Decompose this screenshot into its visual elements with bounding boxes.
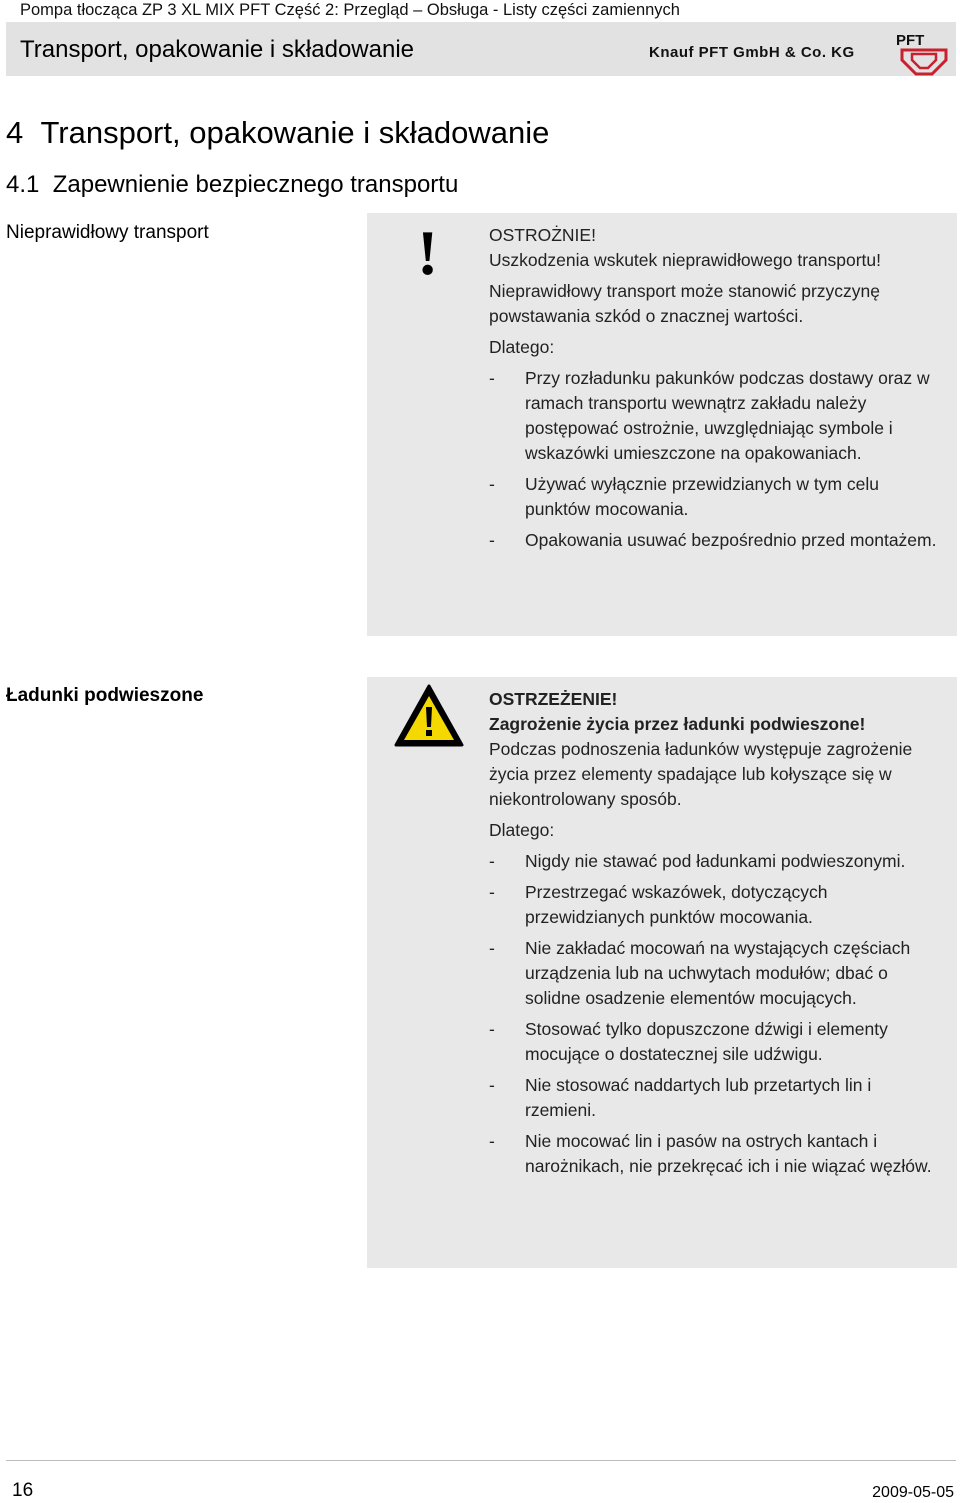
measures-list	[489, 849, 944, 1179]
header-title: Transport, opakowanie i składowanie	[20, 36, 414, 63]
section-title: Zapewnienie bezpiecznego transportu	[52, 171, 459, 198]
exclamation-icon: !	[417, 217, 439, 288]
document-top-line: Pompa tłocząca ZP 3 XL MIX PFT Część 2: Przegląd – Obsługa - Listy części zamiennych	[20, 1, 680, 19]
list-item: - Opakowania usuwać bezpośrednio przed montażem.	[489, 530, 937, 550]
list-item: - Stosować tylko dopuszczone dźwigi i elementy mocujące o dostatecznej sile udźwigu.	[489, 1019, 888, 1064]
side-label-suspended-loads: Ładunki podwieszone	[6, 685, 204, 706]
list-item: - Używać wyłącznie przewidzianych w tym celu punktów mocowania.	[489, 474, 879, 519]
footer-divider	[6, 1460, 956, 1461]
chapter-heading	[6, 115, 549, 151]
chapter-title: Transport, opakowanie i składowanie	[40, 115, 550, 150]
hazard-description: Nieprawidłowy transport może stanowić przyczynę powstawania szkód o znacznej wartości.	[489, 281, 880, 326]
hazard-headline: Zagrożenie życia przez ładunki podwieszone!	[489, 714, 866, 734]
page-number: 16	[12, 1480, 34, 1501]
list-item: - Nigdy nie stawać pod ładunkami podwieszonymi.	[489, 851, 906, 871]
therefore-label: Dlatego:	[489, 337, 555, 357]
warning-triangle-icon	[393, 683, 465, 749]
svg-text:PFT: PFT	[896, 32, 925, 49]
list-item: - Nie mocować lin i pasów na ostrych kantach i narożnikach, nie przekręcać ich i nie wiązać węzłów.	[489, 1131, 932, 1176]
hazard-description: Podczas podnoszenia ładunków występuje zagrożenie życia przez elementy spadające lub kołyszące się w niekontrolowany sposób.	[489, 739, 913, 809]
page-date: 2009-05-05	[872, 1484, 954, 1501]
therefore-label: Dlatego:	[489, 820, 555, 840]
list-item: - Przestrzegać wskazówek, dotyczących przewidzianych punktów mocowania.	[489, 882, 828, 927]
measures-list	[489, 366, 944, 553]
warning-text	[489, 687, 944, 1185]
warning-box	[367, 677, 957, 1268]
section-number: 4.1	[6, 171, 40, 198]
company-name: Knauf PFT GmbH & Co. KG	[649, 44, 855, 61]
section-heading	[6, 171, 458, 199]
list-item: - Nie stosować naddartych lub przetartych lin i rzemieni.	[489, 1075, 872, 1120]
signal-word: OSTROŻNIE!	[489, 225, 596, 245]
chapter-number: 4	[6, 115, 24, 150]
header-bar	[6, 22, 956, 76]
hazard-headline: Uszkodzenia wskutek nieprawidłowego transportu!	[489, 250, 882, 270]
list-item: - Przy rozładunku pakunków podczas dostawy oraz w ramach transportu wewnątrz zakładu należy postępować ostrożnie, uwzględniając symbole i wskazówki umieszczone na opakowaniach.	[489, 368, 930, 463]
caution-box	[367, 213, 957, 636]
signal-word: OSTRZEŻENIE!	[489, 689, 618, 709]
side-label-improper-transport: Nieprawidłowy transport	[6, 222, 209, 243]
caution-text	[489, 223, 944, 559]
pft-logo-icon	[892, 30, 950, 76]
list-item: - Nie zakładać mocowań na wystających częściach urządzenia lub na uchwytach modułów; dbać o solidne osadzenie elementów mocujących.	[489, 938, 911, 1008]
